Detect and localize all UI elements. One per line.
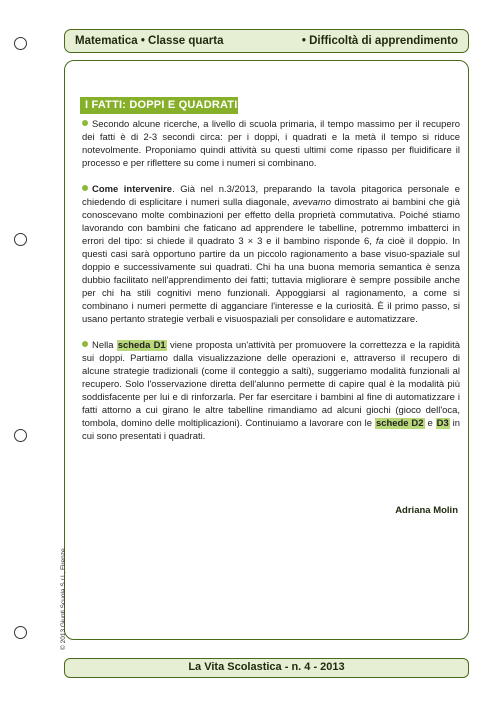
bullet-icon: [82, 341, 88, 347]
bullet-icon: [82, 120, 88, 126]
binder-hole-4: [14, 626, 27, 639]
header-topic: • Difficoltà di apprendimento: [301, 35, 458, 47]
section-title: I FATTI: DOPPI E QUADRATI: [80, 97, 238, 114]
page-footer: La Vita Scolastica - n. 4 - 2013: [64, 658, 469, 678]
bullet-icon: [82, 185, 88, 191]
schede-d2-highlight: schede D2: [375, 418, 424, 429]
page-header: [64, 29, 469, 53]
paragraph-3: [82, 339, 460, 443]
paragraph-3-text-a: Nella: [92, 340, 117, 351]
paragraph-1-text: Secondo alcune ricerche, a livello di scuola primaria, il tempo massimo per il recupero dei fatti è di 2-3 secondi circa: per i doppi, i quadrati e la metà il tempo si riduce notevolmente. Proponiamo quindi attività su questi ultimi come ripasso per fluidificare il processo e per riflettere su come i numeri si combinano.: [82, 119, 460, 169]
paragraph-2-text-a: . Già nel n.3/2013, preparando la tavola pitagorica personale e chiedendo di esplicitare i numeri sulla diagonale,: [82, 184, 460, 208]
d3-highlight: D3: [436, 418, 449, 429]
binder-hole-1: [14, 37, 27, 50]
paragraph-3-text-c: in cui sono presentati i quadrati.: [82, 418, 461, 442]
copyright-notice: © 2013 Giunti Scuola S.r.l., Firenze: [60, 548, 67, 650]
paragraph-3-text-b: viene proposta un'attività per promuovere la correttezza e la rapidità sui doppi. Partiamo dalla visualizzazione delle operazioni e, attraverso il recupero di alcune strategie tradizionali (come il conteggio a salti), suggeriamo modalità funzionali al recupero. Solo l'osservazione diretta dell'alunno permette di capire qual è la modalità più soddisfacente per lui e di rinforzarla. Per far esercitare i bambini al fine di automatizzare i fatti attorno a cui girano le altre tabelline rimandiamo ad alcuni giochi (gioco dell'oca, tombola, domino delle moltiplicazioni). Continuiamo a lavorare con le: [82, 340, 460, 429]
paragraph-2-text-c: cioè il doppio. In questi casi sarà opportuno partire da un piccolo ragionamento a base visuo-spaziale sul doppio e successivamente sui quadrati. Chi ha una buona memoria semantica è senza dubbio facilitato nell'apprendimento dei fatti; tuttavia migliorare è sempre possibile anche per chi ha stili cognitivi meno funzionali. Appoggiarsi al ragionamento, a come si combinano i numeri permette di agganciare l'interesse e la curiosità. È il primo passo, si usano pertanto strategie verbali e visuospaziali per consolidare e automatizzare.: [82, 236, 461, 325]
paragraph-2: [82, 183, 460, 326]
paragraph-2-lead: Come intervenire: [92, 184, 173, 195]
paragraph-1: [82, 118, 460, 170]
binder-hole-3: [14, 429, 27, 442]
paragraph-3-text-e: e: [424, 418, 436, 429]
binder-hole-2: [14, 233, 27, 246]
paragraph-2-text-b: dimostrato ai bambini che già conoscevano molte combinazioni per effetto della proprietà commutativa. Poiché stiamo lavorando con bambini che faticano ad apprendere le tabelline, potremmo imbatterci in errori del tipo: si chiede il quadrato 3 × 3 e il bambino risponde 6,: [82, 197, 461, 247]
article-body: [82, 118, 460, 456]
paragraph-2-fa: fa: [375, 236, 384, 247]
paragraph-2-avevamo: avevamo: [292, 197, 332, 208]
scheda-d1-highlight: scheda D1: [117, 340, 166, 351]
header-subject: Matematica • Classe quarta: [75, 35, 224, 47]
author-signature: Adriana Molin: [395, 505, 458, 516]
